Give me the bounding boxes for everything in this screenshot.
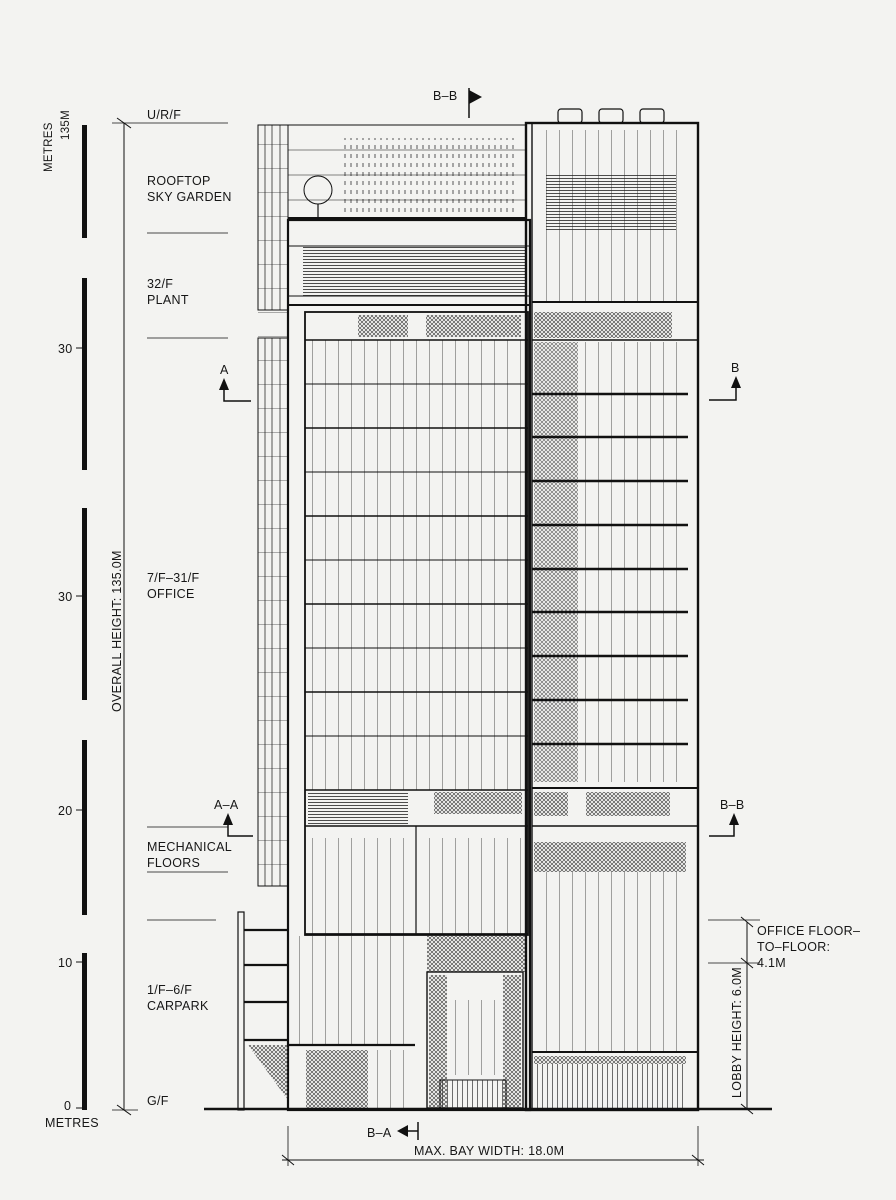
svg-text:B–B: B–B: [720, 798, 745, 812]
level-sky-garden-label: SKY GARDEN: [147, 190, 232, 204]
scale-unit-top: METRES: [43, 122, 55, 172]
floor-to-floor-label: 4.1M: [757, 956, 786, 970]
bay-width-label: MAX. BAY WIDTH: 18.0M: [414, 1144, 565, 1158]
overall-height-dimension: [112, 118, 228, 1115]
scale-tick-label: 20: [58, 804, 73, 818]
level-office-label: 7/F–31/F: [147, 571, 200, 585]
scale-gap: [82, 915, 87, 953]
level-plant-label: 32/F: [147, 277, 174, 291]
level-mechanical-label: FLOORS: [147, 856, 201, 870]
scale-tick-label: 0: [64, 1099, 72, 1113]
overall-height-label: OVERALL HEIGHT: 135.0M: [110, 550, 124, 712]
level-office-label: OFFICE: [147, 587, 195, 601]
svg-text:A: A: [220, 363, 229, 377]
scale-gap: [82, 470, 87, 508]
rooftop-unit-icon: [558, 109, 582, 123]
level-sky-garden-label: ROOFTOP: [147, 174, 211, 188]
svg-text:A–A: A–A: [214, 798, 239, 812]
upper-louvres: [546, 175, 676, 230]
carpark-podium: [238, 912, 525, 1110]
scale-tick-label: 30: [58, 590, 73, 604]
rooftop-unit-icon: [640, 109, 664, 123]
section-marker-b-upper: [709, 361, 741, 400]
scale-top-value: 135M: [60, 110, 72, 140]
section-marker-top: [433, 88, 482, 118]
scale-gap: [82, 238, 87, 278]
office-curtain-wall: [305, 340, 528, 790]
level-plant-label: PLANT: [147, 293, 189, 307]
left-facade-strips: [258, 125, 288, 886]
lobby-height-label: LOBBY HEIGHT: 6.0M: [730, 967, 744, 1098]
floor-to-floor-label: TO–FLOOR:: [757, 940, 831, 954]
rooftop-unit-icon: [599, 109, 623, 123]
scale-unit-bottom: METRES: [45, 1116, 99, 1130]
rooftop-sky-garden: [288, 125, 526, 220]
scale-gap: [82, 700, 87, 740]
level-urf-label: U/R/F: [147, 108, 182, 122]
svg-text:B: B: [731, 361, 740, 375]
section-marker-a-upper: [219, 363, 251, 401]
section-marker-bb: [709, 798, 745, 836]
section-marker-ba: [367, 1122, 418, 1140]
scale-tick-label: 30: [58, 342, 73, 356]
building-elevation: [204, 109, 772, 1110]
level-mechanical-label: MECHANICAL: [147, 840, 232, 854]
svg-text:B–B: B–B: [433, 89, 458, 103]
scale-tick-label: 10: [58, 956, 73, 970]
plant-louvres: [303, 246, 527, 296]
section-marker-aa: [214, 798, 253, 836]
metre-scale-bar: [76, 125, 87, 1110]
svg-text:B–A: B–A: [367, 1126, 392, 1140]
right-tower: [526, 109, 698, 1110]
floor-to-floor-label: OFFICE FLOOR–: [757, 924, 861, 938]
level-carpark-label: 1/F–6/F: [147, 983, 193, 997]
level-gf-label: G/F: [147, 1094, 169, 1108]
level-carpark-label: CARPARK: [147, 999, 209, 1013]
